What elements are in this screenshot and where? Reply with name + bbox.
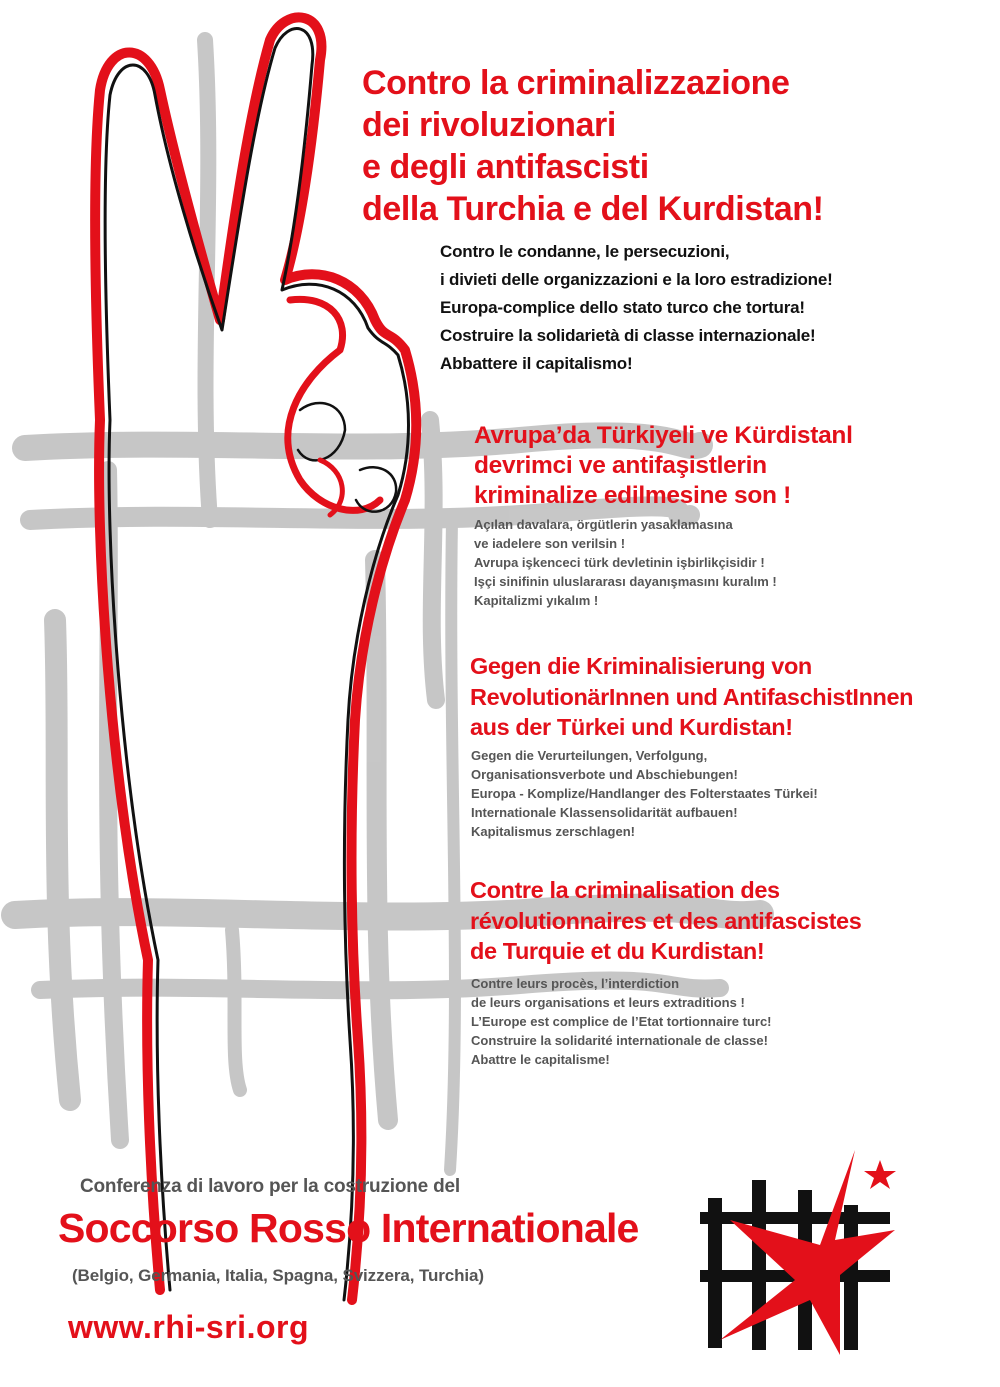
headline-line: Gegen die Kriminalisierung von	[470, 653, 812, 679]
headline-line: de Turquie et du Kurdistan!	[470, 938, 765, 964]
headline-line: RevolutionärInnen und AntifaschistInnen	[470, 683, 914, 710]
headline-line: della Turchia e del Kurdistan!	[362, 190, 824, 228]
website-link[interactable]: www.rhi-sri.org	[68, 1309, 309, 1345]
slogan-line: Abbattere il capitalismo!	[440, 354, 633, 373]
conference-title: Conferenza di lavoro per la costruzione del	[80, 1176, 460, 1197]
slogans-german	[471, 746, 981, 841]
slogan-line: Europa - Komplize/Handlanger des Folterstaates Türkei!	[471, 786, 818, 801]
slogan-line: Europa-complice dello stato turco che tortura!	[440, 298, 805, 317]
slogan-line: Contro le condanne, le persecuzioni,	[440, 242, 730, 261]
slogan-line: Costruire la solidarietà di classe internazionale!	[440, 326, 816, 345]
headline-line: kriminalize edilmesine son !	[474, 482, 792, 509]
headline-german	[470, 651, 990, 743]
headline-line: aus der Türkei und Kurdistan!	[470, 714, 793, 740]
member-countries: (Belgio, Germania, Italia, Spagna, Svizzera, Turchia)	[72, 1266, 484, 1285]
slogan-line: Avrupa işkenceci türk devletinin işbirlikçisidir !	[474, 555, 765, 570]
slogans-french	[471, 974, 981, 1069]
slogan-line: Kapitalizmi yıkalım !	[474, 593, 599, 608]
slogan-line: Kapitalismus zerschlagen!	[471, 824, 635, 839]
slogans-italian	[440, 238, 980, 378]
slogan-line: L’Europe est complice de l’Etat tortionnaire turc!	[471, 1014, 772, 1029]
slogan-line: Contre leurs procès, l’interdiction	[471, 976, 680, 991]
headline-turkish	[474, 421, 984, 511]
red-star-prison-bars-logo-icon	[700, 1150, 900, 1360]
slogan-line: Organisationsverbote und Abschiebungen!	[471, 767, 738, 782]
slogan-line: Açılan davalara, örgütlerin yasaklamasına	[474, 517, 733, 532]
headline-line: révolutionnaires et des antifascistes	[470, 907, 862, 934]
headline-french	[470, 875, 990, 967]
headline-line: devrimci ve antifaşistlerin	[474, 452, 767, 479]
slogan-line: Işçi sinifinin uluslararası dayanışmasını kuralım !	[474, 574, 777, 589]
slogan-line: Construire la solidarité internationale de classe!	[471, 1033, 768, 1048]
slogan-line: de leurs organisations et leurs extraditions !	[471, 995, 745, 1010]
headline-line: Avrupa’da Türkiyeli ve Kürdistanl	[474, 422, 853, 449]
slogan-line: Internationale Klassensolidarität aufbauen!	[471, 805, 738, 820]
slogans-turkish	[474, 515, 984, 610]
headline-line: dei rivoluzionari	[362, 106, 616, 144]
slogan-line: ve iadelere son verilsin !	[474, 536, 626, 551]
slogan-line: Gegen die Verurteilungen, Verfolgung,	[471, 748, 708, 763]
headline-line: e degli antifascisti	[362, 148, 649, 186]
headline-italian	[362, 62, 982, 230]
slogan-line: Abattre le capitalisme!	[471, 1052, 610, 1067]
slogan-line: i divieti delle organizzazioni e la loro estradizione!	[440, 270, 833, 289]
headline-line: Contro la criminalizzazione	[362, 64, 790, 102]
organization-name: Soccorso Rosso Internationale	[58, 1205, 639, 1251]
headline-line: Contre la criminalisation des	[470, 877, 780, 903]
